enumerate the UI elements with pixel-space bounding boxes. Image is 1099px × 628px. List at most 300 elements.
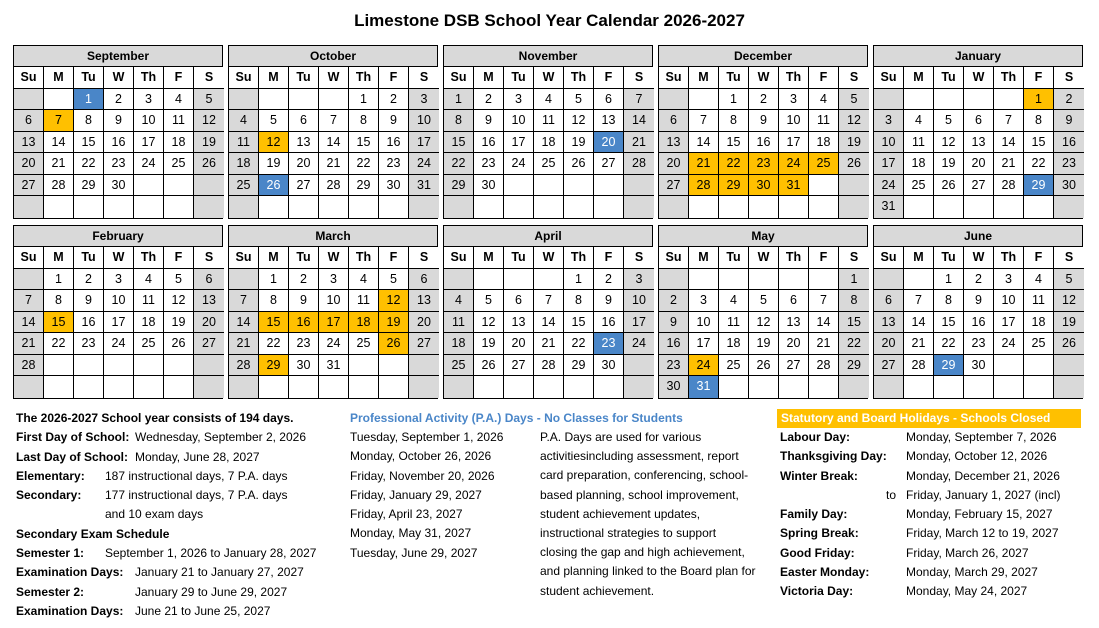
day-cell: 11: [904, 132, 934, 154]
day-cell: 22: [839, 333, 869, 355]
day-cell: 3: [874, 110, 904, 132]
day-cell: 16: [594, 312, 624, 334]
day-cell: 9: [74, 290, 104, 312]
day-cell: 23: [74, 333, 104, 355]
day-cell: 27: [409, 333, 439, 355]
semester2-label: Semester 2:: [16, 584, 85, 599]
empty-cell: [379, 196, 409, 218]
day-cell: 18: [134, 312, 164, 334]
day-cell: 30: [104, 175, 134, 197]
empty-cell: [659, 196, 689, 218]
month-name: April: [444, 226, 652, 247]
day-cell: 13: [194, 290, 224, 312]
pa-date: Tuesday, June 29, 2027: [350, 545, 478, 560]
empty-cell: [409, 196, 439, 218]
day-cell: 25: [164, 153, 194, 175]
holiday-value: Monday, March 29, 2027: [906, 565, 1038, 580]
empty-cell: [379, 355, 409, 377]
day-cell: 23: [104, 153, 134, 175]
day-cell: 3: [319, 269, 349, 291]
empty-cell: [994, 89, 1024, 111]
day-cell: 22: [44, 333, 74, 355]
day-cell: 30: [1054, 175, 1084, 197]
day-cell: 19: [1054, 312, 1084, 334]
empty-cell: [259, 89, 289, 111]
day-cell: 5: [164, 269, 194, 291]
empty-cell: [409, 355, 439, 377]
month-april: [443, 225, 653, 399]
day-cell: 26: [564, 153, 594, 175]
day-cell: 16: [964, 312, 994, 334]
day-cell: 25: [904, 175, 934, 197]
weekday-header: W: [319, 247, 349, 269]
day-cell: 25: [349, 333, 379, 355]
weekday-header: S: [1054, 67, 1084, 89]
semester2-value: January 29 to June 29, 2027: [135, 584, 288, 599]
empty-cell: [164, 196, 194, 218]
day-cell: 9: [1054, 110, 1084, 132]
day-cell: 5: [259, 110, 289, 132]
empty-cell: [319, 196, 349, 218]
day-cell: 14: [534, 312, 564, 334]
holiday-label: Good Friday:: [780, 545, 855, 560]
empty-cell: [904, 269, 934, 291]
day-cell: 5: [839, 89, 869, 111]
elementary-label: Elementary:: [16, 468, 85, 483]
empty-cell: [534, 196, 564, 218]
day-cell: 13: [594, 110, 624, 132]
month-november: [443, 45, 653, 219]
school-year-info: [16, 409, 317, 621]
month-december: [658, 45, 868, 219]
empty-cell: [474, 269, 504, 291]
pa-description-line: student achievement.: [540, 583, 655, 598]
holiday-value: Monday, February 15, 2027: [906, 507, 1053, 522]
weekday-header: F: [594, 247, 624, 269]
day-cell: 16: [289, 312, 319, 334]
day-cell: 11: [349, 290, 379, 312]
day-cell: 29: [444, 175, 474, 197]
empty-cell: [779, 269, 809, 291]
empty-cell: [934, 196, 964, 218]
day-cell: 9: [659, 312, 689, 334]
empty-cell: [749, 376, 779, 398]
pa-description-line: based planning, school improvement,: [540, 487, 739, 502]
day-cell: 15: [564, 312, 594, 334]
weekday-header: Tu: [719, 247, 749, 269]
day-cell: 30: [474, 175, 504, 197]
day-cell: 24: [319, 333, 349, 355]
day-cell: 7: [689, 110, 719, 132]
day-cell: 28: [904, 355, 934, 377]
weekday-header: M: [904, 247, 934, 269]
weekday-header: Th: [779, 67, 809, 89]
pa-description: [540, 428, 756, 601]
weekday-header: M: [689, 247, 719, 269]
month-name: November: [444, 46, 652, 67]
day-cell: 30: [289, 355, 319, 377]
day-cell: 27: [779, 355, 809, 377]
empty-cell: [409, 376, 439, 398]
holiday-value: Friday, March 26, 2027: [906, 545, 1029, 560]
weekday-header: F: [164, 67, 194, 89]
day-cell: 9: [749, 110, 779, 132]
day-cell: 1: [44, 269, 74, 291]
empty-cell: [74, 376, 104, 398]
pa-date: Friday, April 23, 2027: [350, 507, 463, 522]
day-cell: 17: [624, 312, 654, 334]
day-cell: 28: [319, 175, 349, 197]
empty-cell: [934, 376, 964, 398]
holiday-row: [780, 563, 1038, 582]
day-cell: 9: [474, 110, 504, 132]
empty-cell: [44, 196, 74, 218]
day-cell: 20: [289, 153, 319, 175]
pa-description-line: card preparation, conferencing, school-: [540, 468, 749, 483]
day-cell: 12: [1054, 290, 1084, 312]
day-cell: 17: [504, 132, 534, 154]
day-cell: 31: [689, 376, 719, 398]
day-cell: 2: [474, 89, 504, 111]
day-cell: 4: [134, 269, 164, 291]
empty-cell: [659, 269, 689, 291]
day-cell: 12: [839, 110, 869, 132]
holiday-value: Monday, May 24, 2027: [906, 584, 1028, 599]
empty-cell: [194, 196, 224, 218]
empty-cell: [44, 89, 74, 111]
empty-cell: [1024, 355, 1054, 377]
day-cell: 10: [874, 132, 904, 154]
empty-cell: [104, 376, 134, 398]
weekday-header: M: [44, 247, 74, 269]
empty-cell: [719, 269, 749, 291]
day-cell: 6: [504, 290, 534, 312]
weekday-header: Th: [349, 67, 379, 89]
empty-cell: [779, 196, 809, 218]
weekday-header: Su: [444, 247, 474, 269]
empty-cell: [564, 175, 594, 197]
day-cell: 17: [319, 312, 349, 334]
day-cell: 6: [659, 110, 689, 132]
weekday-header: S: [194, 67, 224, 89]
day-cell: 14: [44, 132, 74, 154]
day-cell: 18: [534, 132, 564, 154]
empty-cell: [349, 376, 379, 398]
day-cell: 24: [994, 333, 1024, 355]
day-cell: 2: [74, 269, 104, 291]
day-cell: 9: [289, 290, 319, 312]
weekday-header: F: [809, 247, 839, 269]
weekday-header: M: [904, 67, 934, 89]
secondary-value: 177 instructional days, 7 P.A. days: [105, 488, 288, 503]
first-day-label: First Day of School:: [16, 430, 130, 445]
day-cell: 16: [104, 132, 134, 154]
pa-dates: [350, 428, 503, 563]
empty-cell: [229, 376, 259, 398]
day-cell: 19: [194, 132, 224, 154]
holiday-row: [780, 447, 1048, 466]
day-cell: 18: [164, 132, 194, 154]
weekday-header: Th: [994, 247, 1024, 269]
weekday-header: Th: [564, 247, 594, 269]
day-cell: 25: [1024, 333, 1054, 355]
empty-cell: [964, 196, 994, 218]
weekday-header: S: [1054, 247, 1084, 269]
day-cell: 29: [1024, 175, 1054, 197]
day-cell: 16: [749, 132, 779, 154]
first-day-value: Wednesday, September 2, 2026: [135, 430, 306, 445]
holiday-label: Victoria Day:: [780, 584, 854, 599]
holiday-row: [780, 428, 1057, 447]
day-cell: 28: [994, 175, 1024, 197]
day-cell: 29: [839, 355, 869, 377]
day-cell: 3: [409, 89, 439, 111]
day-cell: 20: [779, 333, 809, 355]
day-cell: 5: [934, 110, 964, 132]
day-cell: 12: [164, 290, 194, 312]
day-cell: 21: [319, 153, 349, 175]
day-cell: 8: [1024, 110, 1054, 132]
semester1-value: September 1, 2026 to January 28, 2027: [105, 546, 317, 561]
empty-cell: [624, 175, 654, 197]
day-cell: 13: [964, 132, 994, 154]
day-cell: 31: [319, 355, 349, 377]
month-october: [228, 45, 438, 219]
weekday-header: F: [164, 247, 194, 269]
day-cell: 14: [904, 312, 934, 334]
day-cell: 6: [194, 269, 224, 291]
day-cell: 22: [934, 333, 964, 355]
day-cell: 30: [964, 355, 994, 377]
weekday-header: Su: [659, 247, 689, 269]
day-cell: 24: [504, 153, 534, 175]
weekday-header: W: [964, 67, 994, 89]
weekday-header: S: [409, 67, 439, 89]
day-cell: 15: [349, 132, 379, 154]
empty-cell: [44, 376, 74, 398]
exam1-label: Examination Days:: [16, 565, 124, 580]
day-cell: 21: [44, 153, 74, 175]
empty-cell: [994, 376, 1024, 398]
day-cell: 30: [749, 175, 779, 197]
empty-cell: [534, 376, 564, 398]
day-cell: 14: [229, 312, 259, 334]
weekday-header: Th: [134, 67, 164, 89]
day-cell: 1: [259, 269, 289, 291]
day-cell: 27: [14, 175, 44, 197]
empty-cell: [904, 196, 934, 218]
day-cell: 8: [349, 110, 379, 132]
day-cell: 8: [719, 110, 749, 132]
weekday-header: Th: [779, 247, 809, 269]
month-name: October: [229, 46, 437, 67]
holiday-row: [780, 544, 1029, 563]
day-cell: 28: [689, 175, 719, 197]
empty-cell: [994, 355, 1024, 377]
empty-cell: [1024, 196, 1054, 218]
empty-cell: [104, 355, 134, 377]
day-cell: 26: [379, 333, 409, 355]
day-cell: 10: [624, 290, 654, 312]
month-name: February: [14, 226, 222, 247]
day-cell: 18: [1024, 312, 1054, 334]
month-june: [873, 225, 1083, 399]
day-cell: 19: [474, 333, 504, 355]
empty-cell: [104, 196, 134, 218]
day-cell: 13: [289, 132, 319, 154]
empty-cell: [504, 175, 534, 197]
day-cell: 6: [874, 290, 904, 312]
empty-cell: [624, 355, 654, 377]
day-cell: 22: [444, 153, 474, 175]
weekday-header: F: [594, 67, 624, 89]
empty-cell: [349, 355, 379, 377]
weekday-header: F: [379, 67, 409, 89]
day-cell: 26: [474, 355, 504, 377]
day-cell: 22: [719, 153, 749, 175]
pa-description-line: activitiesincluding assessment, report: [540, 449, 739, 464]
holiday-label: Family Day:: [780, 507, 848, 522]
day-cell: 6: [779, 290, 809, 312]
day-cell: 1: [839, 269, 869, 291]
day-cell: 12: [474, 312, 504, 334]
empty-cell: [1054, 196, 1084, 218]
empty-cell: [14, 269, 44, 291]
day-cell: 5: [1054, 269, 1084, 291]
day-cell: 9: [964, 290, 994, 312]
holidays-section: [777, 409, 1081, 428]
day-cell: 23: [1054, 153, 1084, 175]
holidays-list: [780, 428, 1061, 602]
empty-cell: [749, 269, 779, 291]
day-cell: 16: [379, 132, 409, 154]
day-cell: 21: [994, 153, 1024, 175]
day-cell: 2: [1054, 89, 1084, 111]
day-cell: 4: [534, 89, 564, 111]
day-cell: 29: [349, 175, 379, 197]
weekday-header: S: [409, 247, 439, 269]
empty-cell: [839, 376, 869, 398]
holiday-value: Friday, March 12 to 19, 2027: [906, 526, 1059, 541]
pa-date: Friday, January 29, 2027: [350, 487, 482, 502]
day-cell: 13: [409, 290, 439, 312]
day-cell: 20: [409, 312, 439, 334]
empty-cell: [689, 269, 719, 291]
day-cell: 7: [229, 290, 259, 312]
weekday-header: W: [749, 67, 779, 89]
day-cell: 18: [904, 153, 934, 175]
weekday-header: W: [964, 247, 994, 269]
day-cell: 27: [594, 153, 624, 175]
day-cell: 13: [874, 312, 904, 334]
day-cell: 7: [809, 290, 839, 312]
empty-cell: [259, 376, 289, 398]
day-cell: 12: [259, 132, 289, 154]
secondary-label: Secondary:: [16, 488, 82, 503]
day-cell: 7: [44, 110, 74, 132]
day-cell: 11: [719, 312, 749, 334]
day-cell: 13: [779, 312, 809, 334]
day-cell: 28: [44, 175, 74, 197]
day-cell: 4: [1024, 269, 1054, 291]
day-cell: 10: [994, 290, 1024, 312]
pa-date: Friday, November 20, 2026: [350, 468, 495, 483]
day-cell: 24: [104, 333, 134, 355]
day-cell: 5: [564, 89, 594, 111]
semester1-label: Semester 1:: [16, 546, 85, 561]
day-cell: 1: [564, 269, 594, 291]
day-cell: 15: [934, 312, 964, 334]
empty-cell: [964, 376, 994, 398]
day-cell: 19: [749, 333, 779, 355]
empty-cell: [534, 269, 564, 291]
day-cell: 28: [534, 355, 564, 377]
day-cell: 26: [1054, 333, 1084, 355]
month-february: [13, 225, 223, 399]
empty-cell: [594, 196, 624, 218]
day-cell: 1: [1024, 89, 1054, 111]
weekday-header: F: [809, 67, 839, 89]
summary: The 2026-2027 School year consists of 194 days.: [16, 411, 294, 425]
day-cell: 15: [259, 312, 289, 334]
day-cell: 16: [474, 132, 504, 154]
exam2-label: Examination Days:: [16, 603, 124, 618]
day-cell: 24: [689, 355, 719, 377]
empty-cell: [474, 376, 504, 398]
weekday-header: Su: [874, 67, 904, 89]
day-cell: 18: [719, 333, 749, 355]
day-cell: 23: [474, 153, 504, 175]
day-cell: 10: [134, 110, 164, 132]
day-cell: 25: [229, 175, 259, 197]
month-name: May: [659, 226, 867, 247]
empty-cell: [44, 355, 74, 377]
day-cell: 20: [594, 132, 624, 154]
day-cell: 10: [689, 312, 719, 334]
pa-description-line: closing the gap and high achievement,: [540, 545, 745, 560]
day-cell: 2: [749, 89, 779, 111]
month-name: December: [659, 46, 867, 67]
day-cell: 11: [134, 290, 164, 312]
day-cell: 27: [289, 175, 319, 197]
day-cell: 28: [14, 355, 44, 377]
weekday-header: Tu: [289, 67, 319, 89]
pa-date: Tuesday, September 1, 2026: [350, 430, 504, 444]
weekday-header: Th: [564, 67, 594, 89]
day-cell: 11: [534, 110, 564, 132]
empty-cell: [289, 196, 319, 218]
day-cell: 7: [319, 110, 349, 132]
empty-cell: [994, 196, 1024, 218]
empty-cell: [14, 89, 44, 111]
day-cell: 23: [594, 333, 624, 355]
weekday-header: Su: [229, 247, 259, 269]
day-cell: 15: [44, 312, 74, 334]
weekday-header: W: [534, 247, 564, 269]
holiday-value: Monday, October 12, 2026: [906, 449, 1048, 464]
pa-description-line: P.A. Days are used for various: [540, 430, 702, 444]
page-title: Limestone DSB School Year Calendar 2026-2027: [354, 11, 745, 30]
day-cell: 5: [194, 89, 224, 111]
empty-cell: [164, 355, 194, 377]
day-cell: 12: [934, 132, 964, 154]
weekday-header: Tu: [934, 247, 964, 269]
day-cell: 25: [809, 153, 839, 175]
day-cell: 31: [874, 196, 904, 218]
day-cell: 16: [74, 312, 104, 334]
day-cell: 9: [104, 110, 134, 132]
day-cell: 23: [289, 333, 319, 355]
